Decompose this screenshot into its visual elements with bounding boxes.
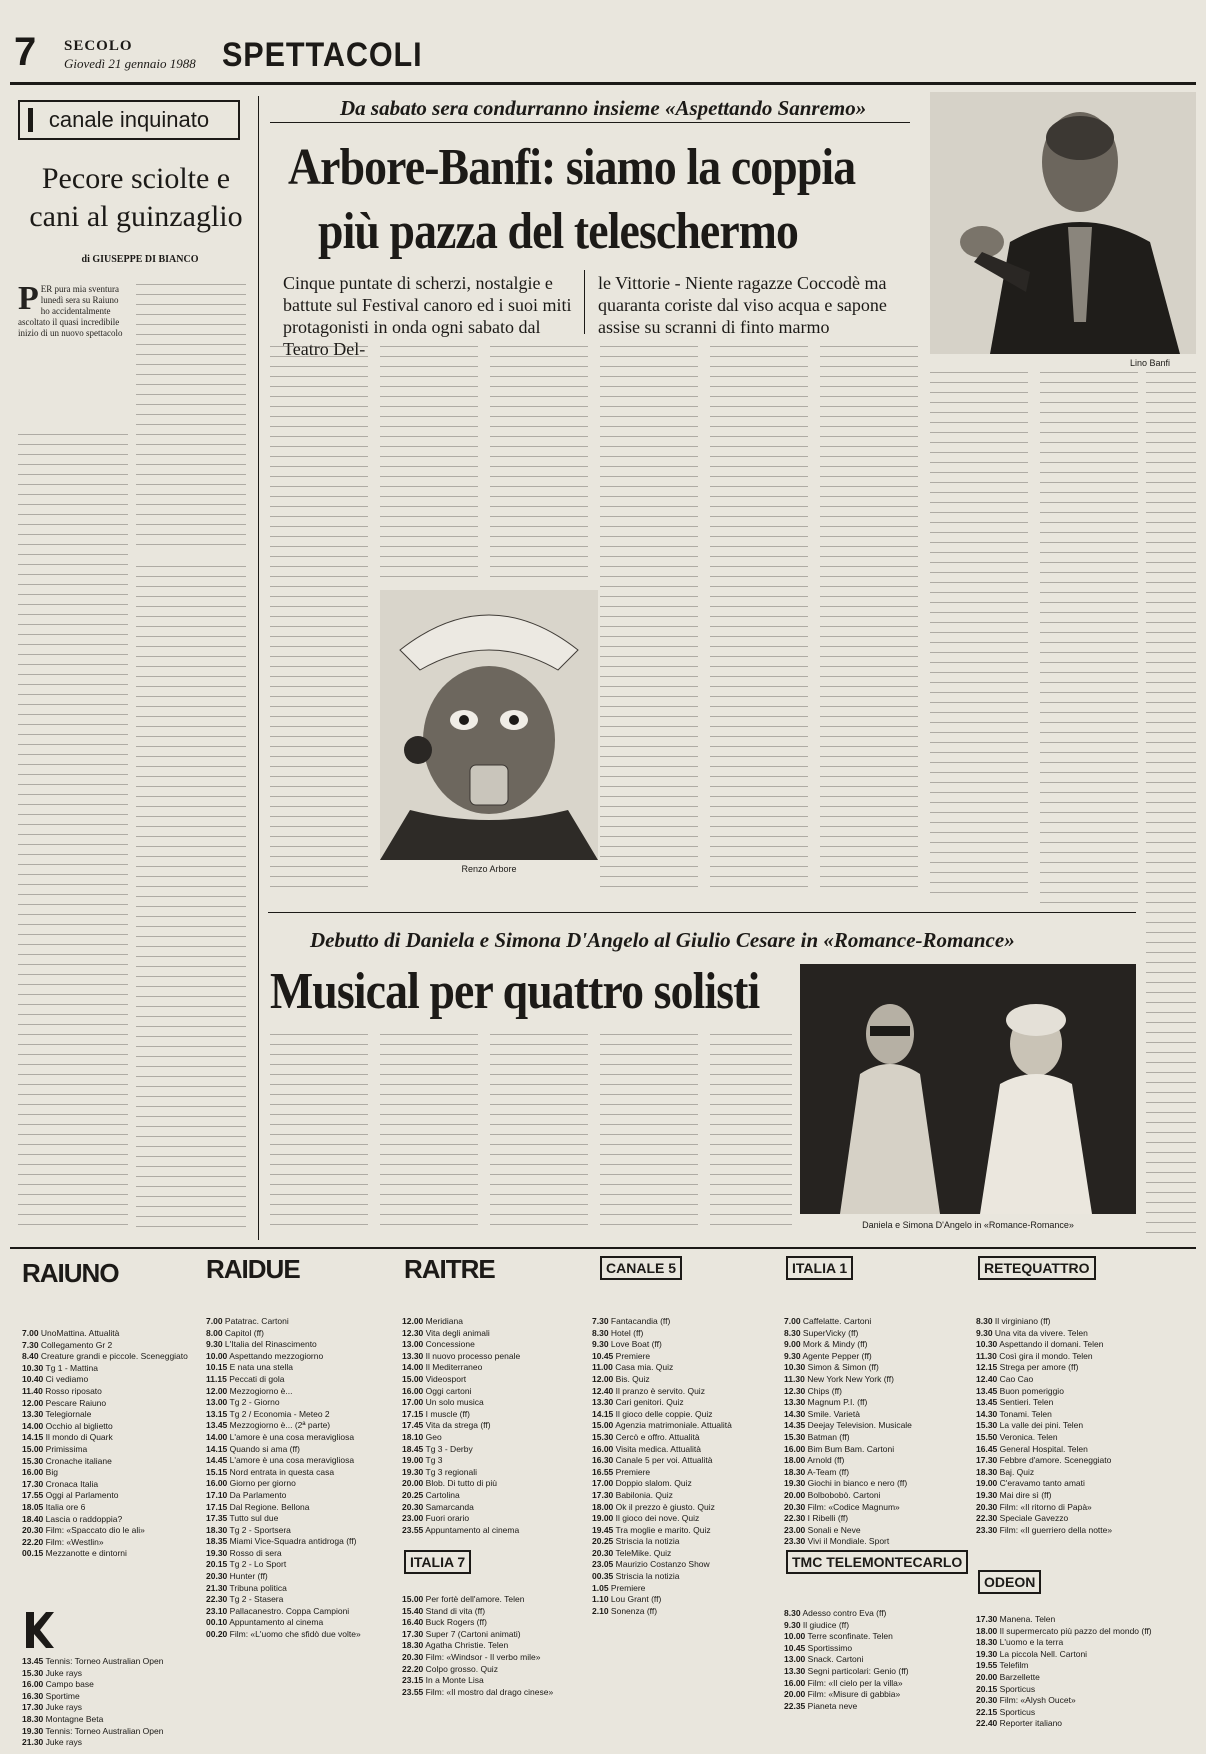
list-item: 14.30 Tonami. Telen <box>976 1408 1052 1419</box>
list-item: 17.55 Oggi al Parlamento <box>22 1490 119 1501</box>
list-item: 13.30 Telegiornale <box>22 1409 92 1420</box>
musical-headline: Musical per quattro solisti <box>270 963 760 1020</box>
list-item: 17.30 Babilonia. Quiz <box>592 1489 673 1500</box>
list-item: 12.40 Cao Cao <box>976 1373 1034 1384</box>
list-item: 10.45 Premiere <box>592 1350 651 1361</box>
list-item: 16.00 Oggi cartoni <box>402 1385 472 1396</box>
list-item: 00.10 Appuntamento al cinema <box>206 1617 324 1628</box>
list-item: 22.30 I Ribelli (ff) <box>784 1513 849 1524</box>
photo-renzo-arbore <box>380 590 598 860</box>
main-body-col5 <box>710 346 808 894</box>
list-item: 13.30 Magnum P.I. (ff) <box>784 1397 868 1408</box>
list-item: 19.45 Tra moglie e marito. Quiz <box>592 1524 711 1535</box>
italia7-logo <box>404 1550 471 1574</box>
page-number: 7 <box>14 30 37 74</box>
list-item: 16.00 Film: «Il cielo per la villa» <box>784 1677 903 1688</box>
list-item: 21.30 Juke rays <box>22 1737 83 1748</box>
list-item: 20.30 Film: «Codice Magnum» <box>784 1501 900 1512</box>
list-item: 17.30 Febbre d'amore. Sceneggiato <box>976 1455 1112 1466</box>
list-item: 10.45 Sportissimo <box>784 1642 853 1653</box>
list-item: 8.30 Il virginiano (ff) <box>976 1316 1051 1326</box>
canale5-logo <box>600 1256 682 1280</box>
list-item: 15.40 Stand di vita (ff) <box>402 1605 486 1616</box>
list-item: 13.30 Segni particolari: Genio (ff) <box>784 1665 909 1676</box>
masthead-rule <box>10 82 1196 85</box>
list-item: 16.45 General Hospital. Telen <box>976 1443 1088 1454</box>
tmc-logo <box>786 1550 968 1574</box>
list-item: 9.30 Il giudice (ff) <box>784 1619 850 1630</box>
list-item: 19.30 La piccola Nell. Cartoni <box>976 1648 1088 1659</box>
kicker-rule <box>270 122 910 123</box>
list-item: 18.00 Arnold (ff) <box>784 1455 845 1466</box>
list-item: 15.30 Cronache italiane <box>22 1455 112 1466</box>
list-item: 19.00 C'eravamo tanto amati <box>976 1478 1085 1489</box>
drop-cap: P <box>18 284 39 317</box>
list-item: 23.00 Fuori orario <box>402 1513 470 1524</box>
raiuno-logo: RAIUNO <box>22 1258 119 1288</box>
list-item: 15.00 Primissima <box>22 1443 88 1454</box>
list-item: 1.05 Premiere <box>592 1582 646 1593</box>
odeon-schedule <box>976 1614 1166 1730</box>
list-item: 14.15 Il gioco delle coppie. Quiz <box>592 1408 713 1419</box>
list-item: 21.30 Tribuna politica <box>206 1582 287 1593</box>
tele1-schedule <box>22 1656 192 1749</box>
list-item: 17.30 Cronaca Italia <box>22 1478 99 1489</box>
list-item: 15.00 Per fortè dell'amore. Telen <box>402 1594 525 1604</box>
musical-body-col5 <box>710 1034 792 1234</box>
list-item: 14.45 L'amore è una cosa meravigliosa <box>206 1455 355 1466</box>
list-item: 20.25 Striscia la notizia <box>592 1536 680 1547</box>
list-item: 20.30 TeleMike. Quiz <box>592 1547 672 1558</box>
list-item: 22.20 Colpo grosso. Quiz <box>402 1663 498 1674</box>
list-item: 9.30 Agente Pepper (ff) <box>784 1350 872 1361</box>
list-item: 22.20 Film: «Westlin» <box>22 1536 104 1547</box>
list-item: 11.40 Rosso riposato <box>22 1385 102 1396</box>
tele1-logo-icon <box>24 1612 54 1648</box>
list-item: 14.00 Occhio al biglietto <box>22 1420 113 1431</box>
list-item: 20.00 Barzellette <box>976 1671 1040 1682</box>
main-body-col2 <box>380 346 478 584</box>
column-divider <box>258 96 259 1240</box>
list-item: 11.30 New York New York (ff) <box>784 1373 894 1384</box>
list-item: 20.30 Film: «Spaccato dio le ali» <box>22 1525 145 1536</box>
list-item: 7.00 UnoMattina. Attualità <box>22 1328 120 1338</box>
tmc-label: TMC TELEMONTECARLO <box>786 1550 968 1574</box>
main-headline-line1: Arbore-Banfi: siamo la coppia <box>288 139 856 196</box>
list-item: 9.00 Mork & Mindy (ff) <box>784 1339 868 1350</box>
list-item: 17.00 Doppio slalom. Quiz <box>592 1478 692 1489</box>
list-item: 20.15 Sporticus <box>976 1683 1036 1694</box>
list-item: 15.30 La valle dei pini. Telen <box>976 1420 1084 1431</box>
list-item: 00.35 Striscia la notizia <box>592 1571 680 1582</box>
caption-arbore: Renzo Arbore <box>461 864 517 874</box>
list-item: 18.35 Miami Vice-Squadra antidroga (ff) <box>206 1536 357 1547</box>
list-item: 14.35 Deejay Television. Musicale <box>784 1420 912 1431</box>
list-item: 18.30 Baj. Quiz <box>976 1466 1035 1477</box>
list-item: 15.00 Agenzia matrimoniale. Attualità <box>592 1420 732 1431</box>
list-item: 15.30 Cercò e offro. Attualità <box>592 1431 700 1442</box>
list-item: 14.00 L'amore è una cosa meravigliosa <box>206 1431 355 1442</box>
list-item: 13.45 Tennis: Torneo Australian Open <box>22 1656 164 1666</box>
list-item: 20.30 Film: «Windsor - Il verbo mile» <box>402 1651 541 1662</box>
list-item: 19.30 Tg 3 regionali <box>402 1466 478 1477</box>
main-headline-line2: più pazza del teleschermo <box>318 203 798 260</box>
list-item: 23.55 Appuntamento al cinema <box>402 1524 520 1535</box>
list-item: 17.30 Manena. Telen <box>976 1614 1056 1624</box>
list-item: 17.30 Juke rays <box>22 1702 83 1713</box>
list-item: 19.30 Giochi in bianco e nero (ff) <box>784 1478 908 1489</box>
list-item: 13.45 Buon pomeriggio <box>976 1385 1064 1396</box>
list-item: 00.20 Film: «L'uomo che sfidò due volte» <box>206 1629 361 1640</box>
list-item: 17.30 Super 7 (Cartoni animati) <box>402 1628 521 1639</box>
list-item: 18.30 Agatha Christie. Telen <box>402 1640 509 1651</box>
list-item: 20.00 Film: «Misure di gabbia» <box>784 1689 901 1700</box>
list-item: 9.30 Love Boat (ff) <box>592 1339 662 1350</box>
list-item: 18.40 Lascia o raddoppia? <box>22 1513 123 1524</box>
list-item: 16.30 Canale 5 per voi. Attualità <box>592 1455 713 1466</box>
list-item: 13.30 Cari genitori. Quiz <box>592 1397 684 1408</box>
list-item: 20.00 Blob. Di tutto di più <box>402 1478 498 1489</box>
photo-lino-banfi <box>930 92 1196 354</box>
retequattro-logo <box>978 1256 1096 1280</box>
italia7-schedule <box>402 1594 582 1698</box>
tv-listings-rule <box>10 1247 1196 1249</box>
list-item: 19.00 Il gioco dei nove. Quiz <box>592 1513 700 1524</box>
caption-dangelo: Daniela e Simona D'Angelo in «Romance-Romance» <box>862 1220 1074 1230</box>
list-item: 10.30 Tg 1 - Mattina <box>22 1362 98 1373</box>
deck-divider <box>584 270 585 334</box>
list-item: 16.00 Bim Bum Bam. Cartoni <box>784 1443 895 1454</box>
list-item: 12.40 Il pranzo è servito. Quiz <box>592 1385 705 1396</box>
list-item: 13.30 Il nuovo processo penale <box>402 1350 521 1361</box>
list-item: 16.00 Campo base <box>22 1679 94 1690</box>
list-item: 10.00 Terre sconfinate. Telen <box>784 1631 893 1642</box>
list-item: 8.30 SuperVicky (ff) <box>784 1327 859 1338</box>
list-item: 17.15 I muscle (ff) <box>402 1408 470 1419</box>
main-deck-left: Cinque puntate di scherzi, nostalgie e battute sul Festival canoro ed i suoi miti protagonisti in onda ogni sabato dal Teatro Del- <box>283 273 572 359</box>
main-deck-right: le Vittorie - Niente ragazze Coccodè ma quaranta coriste dal viso acqua e sapone assise su scranni di finto marmo <box>598 273 887 337</box>
musical-body-col2 <box>380 1034 478 1234</box>
list-item: 18.30 A-Team (ff) <box>784 1466 850 1477</box>
portrait-image <box>380 590 598 860</box>
list-item: 15.00 Videosport <box>402 1373 467 1384</box>
list-item: 12.30 Chips (ff) <box>784 1385 842 1396</box>
list-item: 2.10 Sonenza (ff) <box>592 1605 658 1616</box>
list-item: 10.15 E nata una stella <box>206 1362 293 1373</box>
list-item: 11.15 Peccati di gola <box>206 1373 285 1384</box>
main-body-col4 <box>600 346 698 894</box>
list-item: 00.15 Mezzanotte e dintorni <box>22 1548 127 1559</box>
list-item: 8.00 Capitol (ff) <box>206 1327 264 1338</box>
list-item: 18.30 L'uomo e la terra <box>976 1637 1064 1648</box>
list-item: 19.30 Rosso di sera <box>206 1547 282 1558</box>
list-item: 17.15 Dal Regione. Bellona <box>206 1501 310 1512</box>
raitre-logo: RAITRE <box>404 1254 495 1284</box>
list-item: 11.30 Così gira il mondo. Telen <box>976 1350 1093 1361</box>
list-item: 12.00 Bis. Quiz <box>592 1373 650 1384</box>
musical-body-col3 <box>490 1034 588 1234</box>
italia1-logo <box>786 1256 853 1280</box>
list-item: 18.30 Montagne Beta <box>22 1713 104 1724</box>
raidue-logo: RAIDUE <box>206 1254 300 1284</box>
list-item: 13.00 Snack. Cartoni <box>784 1654 864 1665</box>
main-body-col8 <box>1040 372 1138 912</box>
list-item: 20.30 Samarcanda <box>402 1501 474 1512</box>
column-rubric: canale inquinato <box>18 100 240 140</box>
list-item: 14.30 Smile. Varietà <box>784 1408 860 1419</box>
stage-photo-image <box>800 964 1136 1214</box>
list-item: 16.00 Big <box>22 1467 58 1478</box>
retequattro-label: RETEQUATTRO <box>978 1256 1096 1280</box>
list-item: 22.35 Pianeta neve <box>784 1700 858 1711</box>
list-item: 23.15 In a Monte Lisa <box>402 1675 484 1686</box>
column-body-right <box>136 566 246 1234</box>
list-item: 18.30 Tg 2 - Sportsera <box>206 1524 291 1535</box>
issue-date: Giovedì 21 gennaio 1988 <box>64 56 196 71</box>
retequattro-schedule <box>976 1316 1166 1536</box>
list-item: 11.00 Casa mia. Quiz <box>592 1362 674 1373</box>
list-item: 18.10 Geo <box>402 1431 442 1442</box>
list-item: 22.15 Sporticus <box>976 1706 1036 1717</box>
list-item: 22.30 Speciale Gavezzo <box>976 1513 1069 1524</box>
list-item: 15.50 Veronica. Telen <box>976 1431 1058 1442</box>
italia7-label: ITALIA 7 <box>404 1550 471 1574</box>
list-item: 8.30 Hotel (ff) <box>592 1327 644 1338</box>
list-item: 15.30 Batman (ff) <box>784 1431 850 1442</box>
list-item: 23.30 Vivi il Mondiale. Sport <box>784 1536 890 1547</box>
list-item: 18.45 Tg 3 - Derby <box>402 1443 473 1454</box>
musical-body-col4 <box>600 1034 698 1234</box>
column-body-left <box>18 434 128 1234</box>
main-body-col3 <box>490 346 588 584</box>
column-lead-paragraph <box>18 284 128 434</box>
list-item: 17.45 Vita da strega (ff) <box>402 1420 491 1431</box>
list-item: 13.15 Tg 2 / Economia - Meteo 2 <box>206 1408 330 1419</box>
list-item: 23.05 Maurizio Costanzo Show <box>592 1559 710 1570</box>
list-item: 19.55 Telefilm <box>976 1660 1029 1671</box>
canale5-schedule <box>592 1316 772 1617</box>
section-title: SPETTACOLI <box>222 36 423 74</box>
list-item: 7.00 Patatrac. Cartoni <box>206 1316 289 1326</box>
column-body-right-top <box>136 284 246 554</box>
list-item: 16.00 Visita medica. Attualità <box>592 1443 702 1454</box>
list-item: 23.00 Sonali e Neve <box>784 1524 861 1535</box>
newspaper-name: SECOLO <box>64 38 133 54</box>
list-item: 9.30 L'Italia del Rinascimento <box>206 1339 317 1350</box>
italia1-schedule <box>784 1316 964 1548</box>
list-item: 20.30 Film: «Il ritorno di Papà» <box>976 1501 1092 1512</box>
list-item: 8.40 Creature grandi e piccole. Sceneggiato <box>22 1351 188 1362</box>
list-item: 17.35 Tutto sul due <box>206 1513 279 1524</box>
musical-body-col1 <box>270 1034 368 1234</box>
tmc-schedule <box>784 1608 964 1712</box>
list-item: 23.55 Film: «Il mostro dal drago cinese» <box>402 1686 554 1697</box>
list-item: 18.00 Ok il prezzo è giusto. Quiz <box>592 1501 715 1512</box>
list-item: 15.30 Juke rays <box>22 1667 83 1678</box>
list-item: 19.30 Tennis: Torneo Australian Open <box>22 1725 164 1736</box>
list-item: 23.10 Pallacanestro. Coppa Campioni <box>206 1605 350 1616</box>
odeon-label: ODEON <box>978 1570 1041 1594</box>
italia1-label: ITALIA 1 <box>786 1256 853 1280</box>
list-item: 18.00 Il supermercato più pazzo del mondo (ff) <box>976 1625 1152 1636</box>
list-item: 12.30 Vita degli animali <box>402 1327 490 1338</box>
list-item: 16.30 Sportime <box>22 1690 80 1701</box>
story-divider <box>268 912 1136 913</box>
main-body-col9 <box>1146 372 1196 1237</box>
list-item: 7.30 Collegamento Gr 2 <box>22 1339 113 1350</box>
list-item: 8.30 Adesso contro Eva (ff) <box>784 1608 887 1618</box>
list-item: 13.45 Mezzogiorno è... (2ª parte) <box>206 1420 331 1431</box>
list-item: 17.00 Un solo musica <box>402 1397 484 1408</box>
photo-dangelo-sisters <box>800 964 1136 1214</box>
list-item: 19.30 Mai dire sì (ff) <box>976 1489 1052 1500</box>
list-item: 17.10 Da Parlamento <box>206 1489 287 1500</box>
list-item: 20.30 Film: «Alysh Oucet» <box>976 1695 1076 1706</box>
main-story-kicker: Da sabato sera condurranno insieme «Aspettando Sanremo» <box>340 96 867 120</box>
list-item: 18.05 Italia ore 6 <box>22 1501 86 1512</box>
list-item: 7.00 Caffelatte. Cartoni <box>784 1316 872 1326</box>
list-item: 12.15 Strega per amore (ff) <box>976 1362 1079 1373</box>
list-item: 15.15 Nord entrata in questa casa <box>206 1466 335 1477</box>
list-item: 1.10 Lou Grant (ff) <box>592 1594 662 1605</box>
list-item: 12.00 Mezzogiorno è... <box>206 1385 293 1396</box>
list-item: 13.45 Sentieri. Telen <box>976 1397 1054 1408</box>
list-item: 16.00 Giorno per giorno <box>206 1478 296 1489</box>
list-item: 10.30 Simon & Simon (ff) <box>784 1362 879 1373</box>
list-item: 16.55 Premiere <box>592 1466 651 1477</box>
list-item: 10.00 Aspettando mezzogiorno <box>206 1350 324 1361</box>
list-item: 22.40 Reporter italiano <box>976 1718 1063 1729</box>
main-body-col7 <box>930 372 1028 894</box>
column-byline: di GIUSEPPE DI BIANCO <box>81 254 199 265</box>
portrait-image <box>930 92 1196 354</box>
list-item: 13.00 Tg 2 - Giorno <box>206 1397 280 1408</box>
odeon-logo <box>978 1570 1041 1594</box>
list-item: 20.25 Cartolina <box>402 1489 460 1500</box>
list-item: 12.00 Pescare Raiuno <box>22 1397 107 1408</box>
column-lead-text: ER pura mia sventura lunedì sera su Raiuno ho accidentalmente ascoltato il quasi incredibile inizio di un nuovo spettacolo <box>18 284 123 338</box>
list-item: 14.15 Quando si ama (ff) <box>206 1443 300 1454</box>
raitre-schedule <box>402 1316 582 1536</box>
list-item: 22.30 Tg 2 - Stasera <box>206 1594 284 1605</box>
list-item: 20.15 Tg 2 - Lo Sport <box>206 1559 287 1570</box>
list-item: 19.00 Tg 3 <box>402 1455 443 1466</box>
canale5-label: CANALE 5 <box>600 1256 682 1280</box>
list-item: 9.30 Una vita da vivere. Telen <box>976 1327 1088 1338</box>
list-item: 14.15 Il mondo di Quark <box>22 1432 113 1443</box>
musical-story-kicker: Debutto di Daniela e Simona D'Angelo al Giulio Cesare in «Romance-Romance» <box>310 928 1015 952</box>
list-item: 23.30 Film: «Il guerriero della notte» <box>976 1524 1113 1535</box>
list-item: 10.40 Ci vediamo <box>22 1374 89 1385</box>
column-headline: Pecore sciolte e cani al guinzaglio <box>29 162 243 233</box>
list-item: 7.30 Fantacandia (ff) <box>592 1316 671 1326</box>
list-item: 12.00 Meridiana <box>402 1316 463 1326</box>
raiuno-schedule <box>22 1328 192 1560</box>
list-item: 16.40 Buck Rogers (ff) <box>402 1617 487 1628</box>
list-item: 20.30 Hunter (ff) <box>206 1571 268 1582</box>
caption-banfi: Lino Banfi <box>1129 358 1171 368</box>
list-item: 14.00 Il Mediterraneo <box>402 1362 483 1373</box>
list-item: 13.00 Concessione <box>402 1339 475 1350</box>
main-body-col1 <box>270 346 368 894</box>
raidue-schedule <box>206 1316 386 1641</box>
list-item: 20.00 Bolbobobò. Cartoni <box>784 1489 881 1500</box>
list-item: 10.30 Aspettando il domani. Telen <box>976 1339 1104 1350</box>
main-body-col6 <box>820 346 918 894</box>
